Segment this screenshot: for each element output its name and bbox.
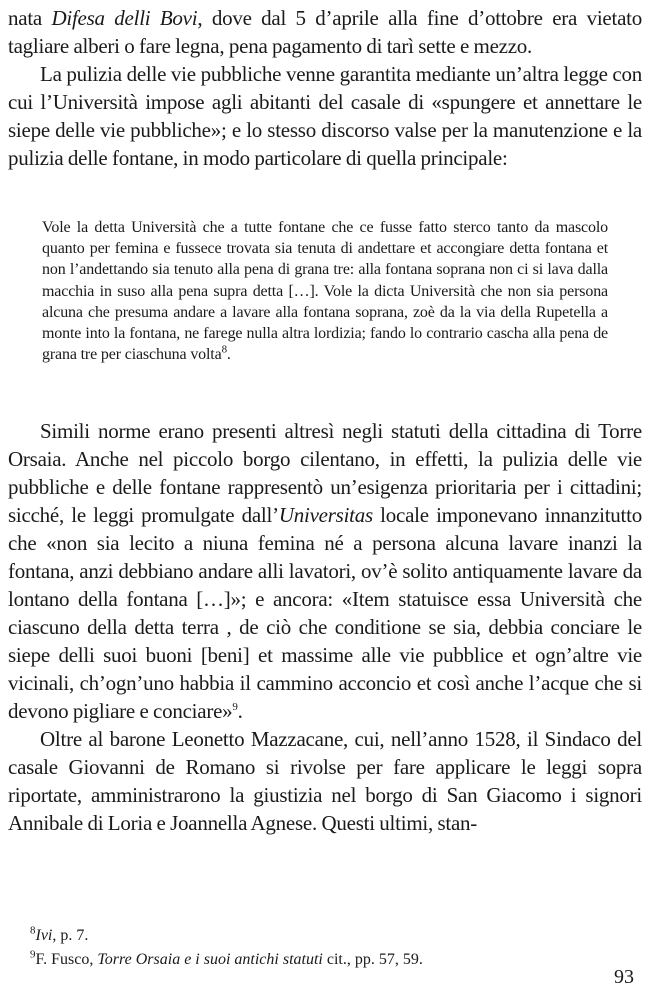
page-number: 93 (614, 966, 634, 988)
paragraph-simili: Simili norme erano presenti altresì negli statuti della cittadina di Torre Orsaia. Anche nel piccolo borgo cilentano, in effetti, la pulizia delle vie pubbliche e delle fontane rappresentò un’esigenza prioritaria per i cittadini; sicché, le leggi promulgate dall’Universitas locale imponevano innanzitutto che «non sia lecito a niuna femina né a persona alcuna lavare inanzi la fontana, anzi debbiano andare alli lavatori, ov’è solito antiquamente lavare da lontano della fontana […]»; e ancora: «Item statuisce essa Università che ciascuno della detta terra , de ciò che conditione se sia, debbia conciare le siepe delli suoi buoni [beni] et massime alle vie pubblice et ogn’altre vie vicinali, ch’ogn’uno habbia il cammino acconcio et così anche l’acque che si devono pigliare e conciare»$^9$. (8, 419, 642, 723)
footnote-8: $^8$Ivi, p. 7. (30, 924, 89, 944)
italic-universitas: Universitas (278, 503, 373, 527)
italic-term: Difesa delli Bovi (51, 6, 198, 30)
paragraph-oltre: Oltre al barone Leonetto Mazzacane, cui, nell’anno 1528, il Sindaco del casale Giovanni de Romano si rivolse per fare applicare le leggi sopra riportate, amministrarono la giustizia nel borgo di San Giacomo i signori Annibale di Loria e Joannella Agnese. Questi ultimi, stan- (8, 727, 642, 835)
footnote-ref-8: 8 (221, 343, 227, 356)
paragraph-difesa: nata Difesa delli Bovi, dove dal 5 d’aprile alla fine d’ottobre era vietato tagliare alberi o fare legna, pena pagamento di tarì sette e mezzo. (8, 6, 642, 58)
paragraph-top (8, 4, 642, 172)
paragraph-lower (8, 417, 642, 837)
paragraph-pulizia: La pulizia delle vie pubbliche venne garantita mediante un’altra legge con cui l’Università impose agli abitanti del casale di «spungere et annettare le siepe delle vie pubbliche»; e lo stesso discorso valse per la manutenzione e la pulizia delle fontane, in modo particolare di quella principale: (8, 62, 642, 170)
block-quote: Vole la detta Università che a tutte fontane che ce fusse fatto sterco tanto da mascolo quanto per femina e fussece trovata sia tenuta di andettare et accongiare detta fontana et non l’andettando sia tenuto alla pena di grana tre: alla fontana soprana non ci si lava dalla macchia in suso alla pena supra detta […]. Vole la dicta Università che non sia persona alcuna che presuma andare a lavare alla fontana soprana, zoè da la via della Rupetella a monte into la fontana, ne farege nulla altra lordizia; fando lo contrario cascha alla pena de grana tre per ciaschuna volta$^8$. (42, 219, 608, 364)
footnote-ref-9: 9 (232, 701, 238, 713)
footnote-9: $^9$F. Fusco, Torre Orsaia e i suoi antichi statuti cit., pp. 57, 59. (30, 948, 423, 968)
footnotes (30, 924, 630, 972)
